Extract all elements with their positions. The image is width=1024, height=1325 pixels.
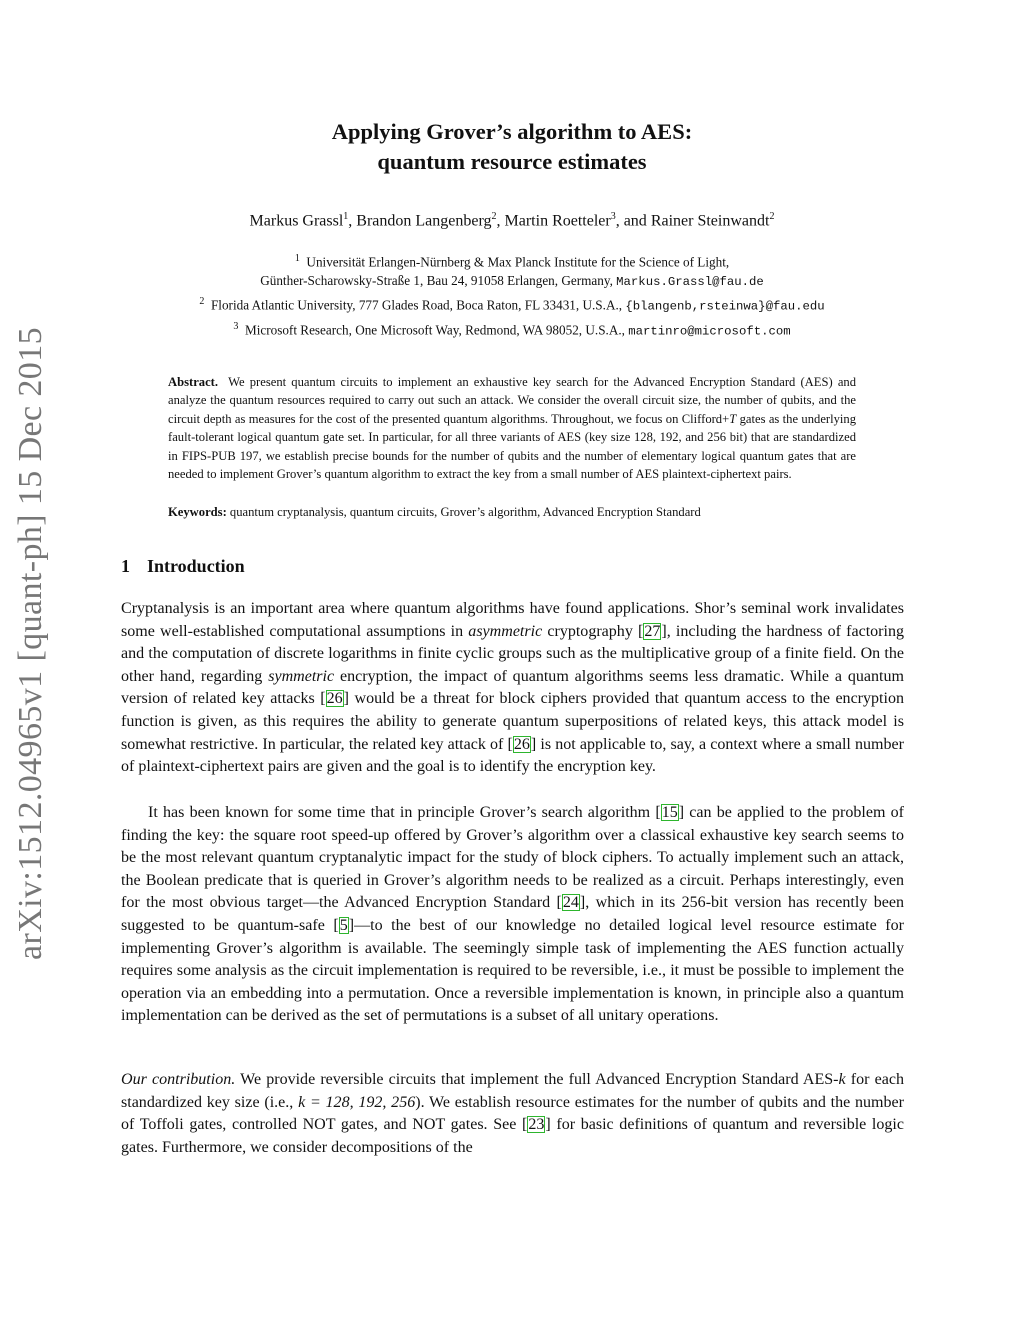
citation-link[interactable]: 27 bbox=[644, 622, 661, 640]
email-link[interactable]: martinro@microsoft.com bbox=[628, 324, 791, 339]
citation-link[interactable]: 5 bbox=[339, 916, 348, 934]
paragraph bbox=[121, 1069, 904, 1159]
emphasis: asymmetric bbox=[468, 622, 543, 640]
paragraph-text: ] can be applied to the problem of finding the key: the square root speed-up offered by Grover’s algorithm over a classical exhaustive key search seems to be the most relevant quantum cryptanalytic impact for the study of block ciphers. To actually implement such an attack, the Boolean predicate that is queried in Grover’s algorithm needs to be realized as a circuit. Perhaps interestingly, even for the most obvious target—the Advanced Encryption Standard [ bbox=[121, 804, 904, 912]
paragraph-text: Cryptanalysis is an important area where quantum algorithms have found applications. Shor’s seminal work invalidates some well-established computational assumptions in bbox=[121, 600, 904, 640]
math-symbol: T bbox=[729, 411, 737, 426]
section-heading bbox=[121, 556, 245, 577]
author-separator: , bbox=[348, 212, 357, 230]
abstract-text: gates as the underlying fault-tolerant logical quantum gate set. In particular, for all three variants of AES (key size 128, 192, and 256 bit) that are standardized in FIPS-PUB 197, we establish precise bounds for the number of qubits and the number of elementary logical quantum gates that are needed to implement Grover’s quantum algorithm to extract the key from a small number of AES plaintext-ciphertext pairs. bbox=[168, 411, 856, 482]
affiliation-text: Microsoft Research, One Microsoft Way, Redmond, WA 98052, U.S.A., bbox=[244, 322, 629, 338]
paragraph bbox=[121, 802, 904, 1028]
paragraph-text: ], which in its 256-bit version has recently been suggested to be quantum-safe [ bbox=[121, 894, 904, 934]
affiliation-line bbox=[0, 292, 1024, 316]
author-affiliation-mark: 1 bbox=[343, 211, 349, 222]
affiliation-line bbox=[0, 271, 1024, 292]
paragraph-text: for each standardized key size (i.e., bbox=[121, 1071, 904, 1111]
keywords-text: quantum cryptanalysis, quantum circuits, Grover’s algorithm, Advanced Encryption Standard bbox=[229, 505, 701, 519]
author-affiliation-mark: 2 bbox=[491, 211, 497, 222]
author-affiliation-mark: 2 bbox=[769, 211, 775, 222]
paragraph-text: It has been known for some time that in principle Grover’s search algorithm [ bbox=[148, 804, 661, 821]
keywords bbox=[168, 505, 856, 520]
paragraph-text: ] would be a threat for block ciphers provided that quantum access to the encryption function is given, as this requires the ability to generate quantum superpositions of related keys, this attack model is somewhat restrictive. In particular, the related key attack of [ bbox=[121, 690, 904, 753]
email-link[interactable]: Markus.Grassl@fau.de bbox=[616, 275, 764, 290]
email-link[interactable]: {blangenb,rsteinwa}@fau.edu bbox=[625, 299, 825, 314]
affiliation-line bbox=[0, 249, 1024, 271]
citation-link[interactable]: 26 bbox=[326, 690, 343, 708]
paragraph-text: ] is not applicable to, say, a context where a small number of plaintext-ciphertext pairs are given and the goal is to identify the encryption key. bbox=[121, 735, 904, 776]
citation-link[interactable]: 24 bbox=[562, 894, 579, 912]
affiliation-line bbox=[0, 317, 1024, 341]
author-list bbox=[0, 211, 1024, 230]
abstract-label: Abstract. bbox=[168, 375, 219, 389]
author-separator: , and bbox=[615, 212, 651, 230]
emphasis: symmetric bbox=[268, 667, 335, 685]
paragraph-text: cryptography [ bbox=[542, 622, 644, 640]
affiliation-text: Florida Atlantic University, 777 Glades Road, Boca Raton, FL 33431, U.S.A., bbox=[210, 297, 626, 313]
citation-link[interactable]: 15 bbox=[661, 804, 678, 821]
author-separator: , bbox=[496, 212, 505, 230]
abstract bbox=[168, 373, 856, 483]
author-name: Markus Grassl bbox=[249, 212, 344, 230]
math-expression: k = 128, 192, 256 bbox=[298, 1093, 416, 1111]
paragraph-text: ]—to the best of our knowledge no detailed logical level resource estimate for implementing Grover’s algorithm is available. The seemingly simple task of implementing the AES function actually requires some analysis as the circuit implementation is required to be reversible, i.e., it must be possible to implement the operation via an embedding into a permutation. Once a reversible implementation is known, in principle also a quantum implementation can be derived as the set of permutations is a subset of all unitary operations. bbox=[121, 916, 905, 1025]
affiliation-number: 1 bbox=[294, 253, 300, 264]
author-affiliation-mark: 3 bbox=[610, 211, 616, 222]
affiliation-number: 3 bbox=[233, 320, 239, 332]
affiliation-number: 2 bbox=[199, 296, 205, 308]
paragraph-text: ], including the hardness of factoring and the computation of discrete logarithms in finite cyclic groups such as the multiplicative group of a finite field. On the other hand, regarding bbox=[121, 622, 904, 685]
citation-link[interactable]: 26 bbox=[513, 735, 530, 753]
paper-title bbox=[0, 117, 1024, 177]
arxiv-identifier: arXiv:1512.04965v1 [quant-ph] 15 Dec 2015 bbox=[12, 327, 49, 960]
citation-link[interactable]: 23 bbox=[528, 1116, 545, 1134]
paragraph-text: We provide reversible circuits that implement the full Advanced Encryption Standard AES- bbox=[235, 1071, 839, 1088]
author-name: Martin Roetteler bbox=[504, 212, 611, 230]
paragraph-text: encryption, the impact of quantum algorithms seems less dramatic. While a quantum version of related key attacks [ bbox=[121, 667, 904, 708]
author-name: Brandon Langenberg bbox=[356, 212, 492, 230]
author-name: Rainer Steinwandt bbox=[650, 212, 770, 230]
title-line-1: Applying Grover’s algorithm to AES: bbox=[331, 119, 693, 144]
affiliation-text: Universität Erlangen-Nürnberg & Max Planck Institute for the Science of Light, bbox=[306, 254, 730, 270]
paragraph-text: ] for basic definitions of quantum and reversible logic gates. Furthermore, we consider decompositions of the bbox=[121, 1116, 904, 1156]
abstract-text: We present quantum circuits to implement an exhaustive key search for the Advanced Encryption Standard (AES) and analyze the quantum resources required to carry out such an attack. We consider the overall circuit size, the number of qubits, and the circuit depth as measures for the cost of the presented quantum algorithms. Throughout, we focus on Clifford+ bbox=[168, 375, 856, 426]
section-title: Introduction bbox=[147, 556, 245, 576]
section-number: 1 bbox=[121, 556, 130, 576]
keywords-label: Keywords: bbox=[168, 505, 227, 519]
title-line-2: quantum resource estimates bbox=[377, 149, 647, 174]
paragraph-lead: Our contribution. bbox=[121, 1071, 236, 1088]
paragraph-text: ). We establish resource estimates for the number of qubits and the number of Toffoli gates, controlled NOT gates, and NOT gates. See [ bbox=[121, 1093, 904, 1134]
math-symbol: k bbox=[838, 1071, 846, 1088]
paragraph bbox=[121, 598, 904, 779]
affiliation-text: Günther-Scharowsky-Straße 1, Bau 24, 91058 Erlangen, Germany, bbox=[260, 273, 617, 289]
affiliations bbox=[0, 249, 1024, 341]
